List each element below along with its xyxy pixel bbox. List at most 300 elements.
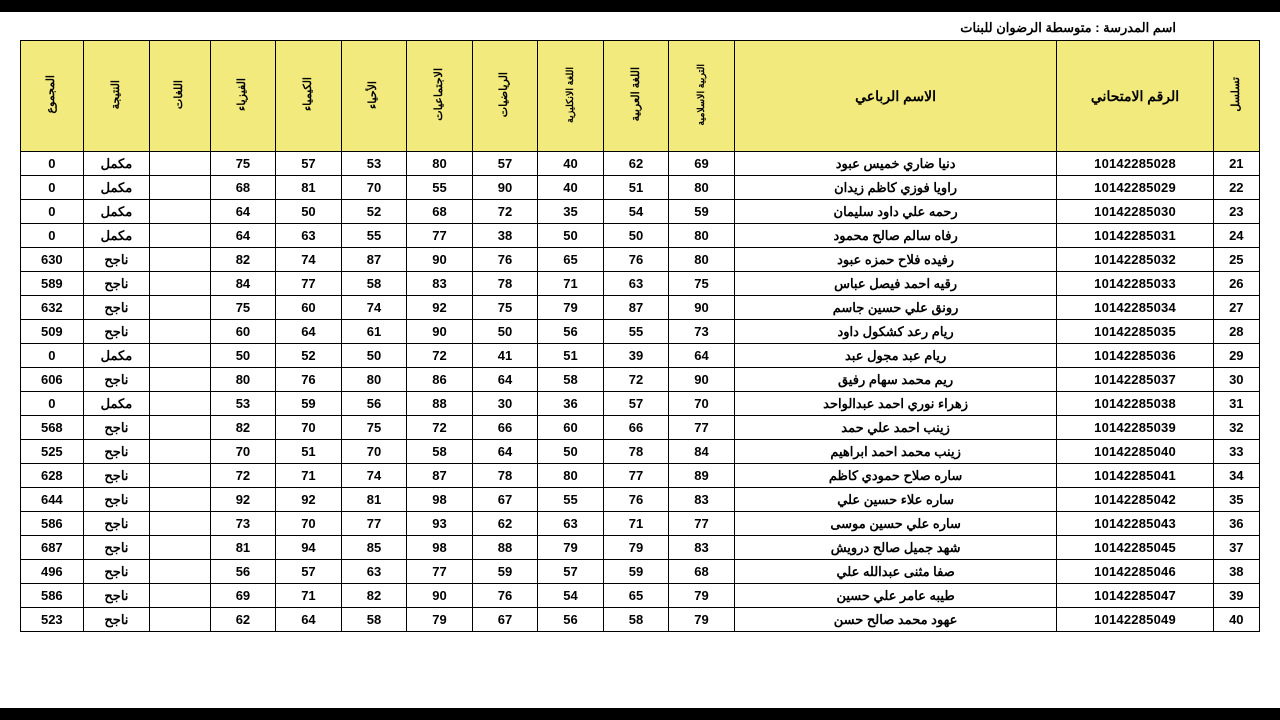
cell-physics: 72 bbox=[210, 464, 276, 488]
cell-languages bbox=[150, 512, 210, 536]
cell-languages bbox=[150, 440, 210, 464]
cell-science: 70 bbox=[341, 440, 407, 464]
cell-social: 83 bbox=[407, 272, 473, 296]
cell-exam_no: 10142285033 bbox=[1057, 272, 1213, 296]
cell-name: شهد جميل صالح درويش bbox=[734, 536, 1057, 560]
cell-physics: 80 bbox=[210, 368, 276, 392]
cell-social: 80 bbox=[407, 152, 473, 176]
col-header-name bbox=[734, 41, 1057, 152]
cell-languages bbox=[150, 584, 210, 608]
cell-total: 586 bbox=[21, 512, 84, 536]
cell-total: 0 bbox=[21, 152, 84, 176]
cell-islamic: 80 bbox=[669, 248, 735, 272]
cell-science: 53 bbox=[341, 152, 407, 176]
cell-math: 88 bbox=[472, 536, 538, 560]
cell-exam_no: 10142285043 bbox=[1057, 512, 1213, 536]
cell-english: 55 bbox=[538, 488, 604, 512]
cell-seq: 31 bbox=[1213, 392, 1259, 416]
cell-social: 77 bbox=[407, 560, 473, 584]
cell-name: رفيده فلاح حمزه عبود bbox=[734, 248, 1057, 272]
cell-islamic: 83 bbox=[669, 536, 735, 560]
cell-result: ناجح bbox=[83, 536, 150, 560]
cell-result: ناجح bbox=[83, 416, 150, 440]
header-row bbox=[21, 41, 1260, 152]
cell-math: 64 bbox=[472, 368, 538, 392]
cell-name: ريم محمد سهام رفيق bbox=[734, 368, 1057, 392]
cell-result: ناجح bbox=[83, 584, 150, 608]
cell-seq: 37 bbox=[1213, 536, 1259, 560]
cell-english: 63 bbox=[538, 512, 604, 536]
cell-languages bbox=[150, 344, 210, 368]
table-row bbox=[21, 176, 1260, 200]
cell-languages bbox=[150, 560, 210, 584]
col-header-seq-label: تسلسل bbox=[1229, 77, 1242, 112]
cell-math: 38 bbox=[472, 224, 538, 248]
cell-exam_no: 10142285039 bbox=[1057, 416, 1213, 440]
cell-english: 40 bbox=[538, 176, 604, 200]
table-row bbox=[21, 536, 1260, 560]
cell-arabic: 51 bbox=[603, 176, 669, 200]
cell-english: 60 bbox=[538, 416, 604, 440]
cell-exam_no: 10142285037 bbox=[1057, 368, 1213, 392]
cell-result: ناجح bbox=[83, 440, 150, 464]
col-header-math bbox=[472, 41, 538, 152]
col-header-arabic bbox=[603, 41, 669, 152]
col-header-math-label: الرياضيات bbox=[498, 71, 511, 118]
cell-english: 51 bbox=[538, 344, 604, 368]
table-row bbox=[21, 152, 1260, 176]
cell-result: ناجح bbox=[83, 512, 150, 536]
cell-result: ناجح bbox=[83, 608, 150, 632]
grades-table bbox=[20, 40, 1260, 632]
cell-social: 93 bbox=[407, 512, 473, 536]
cell-result: مكمل bbox=[83, 200, 150, 224]
cell-chemistry: 71 bbox=[276, 464, 342, 488]
cell-name: ريام عبد مجول عبد bbox=[734, 344, 1057, 368]
cell-social: 90 bbox=[407, 584, 473, 608]
col-header-name-label: الاسم الرباعي bbox=[855, 87, 937, 104]
cell-result: مكمل bbox=[83, 176, 150, 200]
cell-physics: 70 bbox=[210, 440, 276, 464]
cell-languages bbox=[150, 152, 210, 176]
cell-english: 56 bbox=[538, 608, 604, 632]
col-header-social bbox=[407, 41, 473, 152]
cell-result: ناجح bbox=[83, 248, 150, 272]
cell-arabic: 55 bbox=[603, 320, 669, 344]
cell-science: 74 bbox=[341, 464, 407, 488]
cell-result: ناجح bbox=[83, 368, 150, 392]
col-header-physics bbox=[210, 41, 276, 152]
cell-seq: 30 bbox=[1213, 368, 1259, 392]
cell-chemistry: 70 bbox=[276, 416, 342, 440]
cell-social: 55 bbox=[407, 176, 473, 200]
cell-islamic: 83 bbox=[669, 488, 735, 512]
table-row bbox=[21, 344, 1260, 368]
col-header-total bbox=[21, 41, 84, 152]
cell-exam_no: 10142285030 bbox=[1057, 200, 1213, 224]
cell-islamic: 90 bbox=[669, 368, 735, 392]
cell-english: 79 bbox=[538, 296, 604, 320]
cell-name: زينب احمد علي حمد bbox=[734, 416, 1057, 440]
cell-chemistry: 81 bbox=[276, 176, 342, 200]
cell-arabic: 76 bbox=[603, 488, 669, 512]
cell-total: 0 bbox=[21, 224, 84, 248]
grades-table-head bbox=[21, 41, 1260, 152]
cell-physics: 84 bbox=[210, 272, 276, 296]
cell-english: 80 bbox=[538, 464, 604, 488]
cell-arabic: 58 bbox=[603, 608, 669, 632]
cell-chemistry: 77 bbox=[276, 272, 342, 296]
cell-seq: 33 bbox=[1213, 440, 1259, 464]
cell-exam_no: 10142285049 bbox=[1057, 608, 1213, 632]
col-header-chemistry bbox=[276, 41, 342, 152]
cell-science: 85 bbox=[341, 536, 407, 560]
cell-chemistry: 57 bbox=[276, 560, 342, 584]
cell-total: 0 bbox=[21, 392, 84, 416]
cell-total: 632 bbox=[21, 296, 84, 320]
cell-arabic: 77 bbox=[603, 464, 669, 488]
cell-islamic: 64 bbox=[669, 344, 735, 368]
cell-exam_no: 10142285047 bbox=[1057, 584, 1213, 608]
cell-islamic: 79 bbox=[669, 584, 735, 608]
cell-islamic: 69 bbox=[669, 152, 735, 176]
cell-science: 82 bbox=[341, 584, 407, 608]
cell-physics: 82 bbox=[210, 416, 276, 440]
cell-math: 30 bbox=[472, 392, 538, 416]
cell-science: 61 bbox=[341, 320, 407, 344]
cell-chemistry: 59 bbox=[276, 392, 342, 416]
cell-chemistry: 76 bbox=[276, 368, 342, 392]
cell-social: 58 bbox=[407, 440, 473, 464]
cell-total: 568 bbox=[21, 416, 84, 440]
cell-chemistry: 63 bbox=[276, 224, 342, 248]
cell-total: 0 bbox=[21, 176, 84, 200]
cell-languages bbox=[150, 320, 210, 344]
col-header-science bbox=[341, 41, 407, 152]
cell-exam_no: 10142285041 bbox=[1057, 464, 1213, 488]
cell-name: عهود محمد صالح حسن bbox=[734, 608, 1057, 632]
cell-arabic: 57 bbox=[603, 392, 669, 416]
cell-seq: 38 bbox=[1213, 560, 1259, 584]
cell-languages bbox=[150, 296, 210, 320]
table-row bbox=[21, 488, 1260, 512]
col-header-seq bbox=[1213, 41, 1259, 152]
cell-social: 87 bbox=[407, 464, 473, 488]
cell-exam_no: 10142285036 bbox=[1057, 344, 1213, 368]
cell-islamic: 80 bbox=[669, 224, 735, 248]
cell-math: 76 bbox=[472, 248, 538, 272]
cell-total: 644 bbox=[21, 488, 84, 512]
table-row bbox=[21, 296, 1260, 320]
cell-science: 58 bbox=[341, 272, 407, 296]
cell-total: 586 bbox=[21, 584, 84, 608]
col-header-english bbox=[538, 41, 604, 152]
cell-seq: 25 bbox=[1213, 248, 1259, 272]
cell-exam_no: 10142285040 bbox=[1057, 440, 1213, 464]
table-row bbox=[21, 416, 1260, 440]
cell-islamic: 77 bbox=[669, 512, 735, 536]
cell-exam_no: 10142285032 bbox=[1057, 248, 1213, 272]
col-header-exam-no bbox=[1057, 41, 1213, 152]
cell-science: 58 bbox=[341, 608, 407, 632]
cell-english: 79 bbox=[538, 536, 604, 560]
cell-total: 606 bbox=[21, 368, 84, 392]
cell-name: ريام رعد كشكول داود bbox=[734, 320, 1057, 344]
cell-seq: 32 bbox=[1213, 416, 1259, 440]
col-header-physics-label: الفيزياء bbox=[236, 78, 249, 111]
col-header-chemistry-label: الكيمياء bbox=[301, 77, 314, 112]
cell-name: رحمه علي داود سليمان bbox=[734, 200, 1057, 224]
cell-islamic: 75 bbox=[669, 272, 735, 296]
cell-social: 72 bbox=[407, 416, 473, 440]
cell-total: 0 bbox=[21, 344, 84, 368]
cell-exam_no: 10142285038 bbox=[1057, 392, 1213, 416]
cell-english: 58 bbox=[538, 368, 604, 392]
cell-math: 57 bbox=[472, 152, 538, 176]
table-row bbox=[21, 272, 1260, 296]
cell-languages bbox=[150, 224, 210, 248]
cell-science: 50 bbox=[341, 344, 407, 368]
cell-social: 88 bbox=[407, 392, 473, 416]
col-header-english-label: اللغة الانكليزية bbox=[564, 66, 576, 123]
table-row bbox=[21, 224, 1260, 248]
cell-math: 78 bbox=[472, 464, 538, 488]
cell-chemistry: 71 bbox=[276, 584, 342, 608]
cell-physics: 75 bbox=[210, 152, 276, 176]
cell-seq: 40 bbox=[1213, 608, 1259, 632]
cell-social: 90 bbox=[407, 248, 473, 272]
table-row bbox=[21, 392, 1260, 416]
cell-seq: 22 bbox=[1213, 176, 1259, 200]
col-header-total-label: المجموع bbox=[45, 75, 58, 114]
cell-name: ساره علاء حسين علي bbox=[734, 488, 1057, 512]
cell-total: 496 bbox=[21, 560, 84, 584]
cell-islamic: 68 bbox=[669, 560, 735, 584]
cell-chemistry: 52 bbox=[276, 344, 342, 368]
cell-arabic: 76 bbox=[603, 248, 669, 272]
cell-social: 72 bbox=[407, 344, 473, 368]
cell-exam_no: 10142285045 bbox=[1057, 536, 1213, 560]
cell-english: 50 bbox=[538, 440, 604, 464]
cell-name: رقيه احمد فيصل عباس bbox=[734, 272, 1057, 296]
cell-arabic: 39 bbox=[603, 344, 669, 368]
cell-seq: 29 bbox=[1213, 344, 1259, 368]
cell-name: زهراء نوري احمد عبدالواحد bbox=[734, 392, 1057, 416]
col-header-islamic-label: التربية الاسلامية bbox=[695, 63, 707, 126]
cell-chemistry: 74 bbox=[276, 248, 342, 272]
table-row bbox=[21, 512, 1260, 536]
cell-chemistry: 50 bbox=[276, 200, 342, 224]
cell-chemistry: 64 bbox=[276, 320, 342, 344]
cell-name: رونق علي حسين جاسم bbox=[734, 296, 1057, 320]
cell-exam_no: 10142285046 bbox=[1057, 560, 1213, 584]
cell-languages bbox=[150, 416, 210, 440]
cell-chemistry: 70 bbox=[276, 512, 342, 536]
cell-islamic: 80 bbox=[669, 176, 735, 200]
table-row bbox=[21, 608, 1260, 632]
cell-islamic: 84 bbox=[669, 440, 735, 464]
cell-exam_no: 10142285028 bbox=[1057, 152, 1213, 176]
cell-chemistry: 94 bbox=[276, 536, 342, 560]
cell-islamic: 89 bbox=[669, 464, 735, 488]
cell-math: 75 bbox=[472, 296, 538, 320]
cell-math: 76 bbox=[472, 584, 538, 608]
cell-seq: 24 bbox=[1213, 224, 1259, 248]
cell-result: مكمل bbox=[83, 344, 150, 368]
cell-total: 525 bbox=[21, 440, 84, 464]
grades-table-container bbox=[0, 40, 1280, 632]
cell-science: 77 bbox=[341, 512, 407, 536]
cell-math: 72 bbox=[472, 200, 538, 224]
cell-exam_no: 10142285029 bbox=[1057, 176, 1213, 200]
cell-islamic: 73 bbox=[669, 320, 735, 344]
cell-chemistry: 92 bbox=[276, 488, 342, 512]
cell-result: مكمل bbox=[83, 152, 150, 176]
cell-languages bbox=[150, 464, 210, 488]
cell-languages bbox=[150, 608, 210, 632]
cell-english: 57 bbox=[538, 560, 604, 584]
cell-result: ناجح bbox=[83, 272, 150, 296]
cell-seq: 23 bbox=[1213, 200, 1259, 224]
cell-physics: 53 bbox=[210, 392, 276, 416]
table-row bbox=[21, 200, 1260, 224]
cell-name: ساره علي حسين موسى bbox=[734, 512, 1057, 536]
cell-math: 66 bbox=[472, 416, 538, 440]
cell-languages bbox=[150, 248, 210, 272]
cell-seq: 27 bbox=[1213, 296, 1259, 320]
table-row bbox=[21, 368, 1260, 392]
cell-name: راويا فوزي كاظم زيدان bbox=[734, 176, 1057, 200]
cell-arabic: 59 bbox=[603, 560, 669, 584]
col-header-arabic-label: اللغة العربية bbox=[629, 67, 642, 122]
cell-name: رفاه سالم صالح محمود bbox=[734, 224, 1057, 248]
cell-languages bbox=[150, 368, 210, 392]
cell-social: 98 bbox=[407, 488, 473, 512]
cell-languages bbox=[150, 536, 210, 560]
cell-total: 630 bbox=[21, 248, 84, 272]
cell-social: 92 bbox=[407, 296, 473, 320]
cell-islamic: 77 bbox=[669, 416, 735, 440]
cell-arabic: 87 bbox=[603, 296, 669, 320]
cell-science: 52 bbox=[341, 200, 407, 224]
cell-seq: 39 bbox=[1213, 584, 1259, 608]
cell-result: ناجح bbox=[83, 488, 150, 512]
cell-chemistry: 60 bbox=[276, 296, 342, 320]
col-header-languages bbox=[150, 41, 210, 152]
cell-result: ناجح bbox=[83, 296, 150, 320]
cell-english: 65 bbox=[538, 248, 604, 272]
grades-table-body bbox=[21, 152, 1260, 632]
cell-islamic: 59 bbox=[669, 200, 735, 224]
cell-seq: 26 bbox=[1213, 272, 1259, 296]
cell-social: 68 bbox=[407, 200, 473, 224]
cell-english: 50 bbox=[538, 224, 604, 248]
cell-seq: 34 bbox=[1213, 464, 1259, 488]
cell-result: مكمل bbox=[83, 392, 150, 416]
col-header-exam-no-label: الرقم الامتحاني bbox=[1090, 87, 1180, 104]
cell-science: 75 bbox=[341, 416, 407, 440]
cell-exam_no: 10142285035 bbox=[1057, 320, 1213, 344]
cell-exam_no: 10142285034 bbox=[1057, 296, 1213, 320]
cell-name: ساره صلاح حمودي كاظم bbox=[734, 464, 1057, 488]
cell-arabic: 66 bbox=[603, 416, 669, 440]
cell-science: 80 bbox=[341, 368, 407, 392]
cell-social: 77 bbox=[407, 224, 473, 248]
col-header-languages-label: اللغات bbox=[173, 79, 186, 110]
cell-physics: 64 bbox=[210, 200, 276, 224]
table-row bbox=[21, 464, 1260, 488]
cell-total: 509 bbox=[21, 320, 84, 344]
cell-arabic: 63 bbox=[603, 272, 669, 296]
cell-math: 90 bbox=[472, 176, 538, 200]
cell-science: 81 bbox=[341, 488, 407, 512]
cell-seq: 36 bbox=[1213, 512, 1259, 536]
cell-seq: 35 bbox=[1213, 488, 1259, 512]
cell-science: 87 bbox=[341, 248, 407, 272]
cell-result: ناجح bbox=[83, 560, 150, 584]
cell-name: صفا مثنى عبدالله علي bbox=[734, 560, 1057, 584]
cell-total: 687 bbox=[21, 536, 84, 560]
cell-social: 90 bbox=[407, 320, 473, 344]
cell-languages bbox=[150, 488, 210, 512]
cell-arabic: 72 bbox=[603, 368, 669, 392]
cell-arabic: 65 bbox=[603, 584, 669, 608]
cell-physics: 92 bbox=[210, 488, 276, 512]
cell-physics: 60 bbox=[210, 320, 276, 344]
cell-science: 70 bbox=[341, 176, 407, 200]
col-header-result bbox=[83, 41, 150, 152]
cell-math: 59 bbox=[472, 560, 538, 584]
cell-languages bbox=[150, 272, 210, 296]
cell-languages bbox=[150, 200, 210, 224]
cell-islamic: 79 bbox=[669, 608, 735, 632]
cell-arabic: 79 bbox=[603, 536, 669, 560]
cell-english: 40 bbox=[538, 152, 604, 176]
cell-physics: 64 bbox=[210, 224, 276, 248]
cell-total: 589 bbox=[21, 272, 84, 296]
table-row bbox=[21, 440, 1260, 464]
cell-physics: 73 bbox=[210, 512, 276, 536]
cell-math: 64 bbox=[472, 440, 538, 464]
cell-physics: 82 bbox=[210, 248, 276, 272]
cell-science: 74 bbox=[341, 296, 407, 320]
cell-math: 50 bbox=[472, 320, 538, 344]
cell-physics: 68 bbox=[210, 176, 276, 200]
cell-total: 0 bbox=[21, 200, 84, 224]
table-row bbox=[21, 248, 1260, 272]
cell-math: 78 bbox=[472, 272, 538, 296]
col-header-science-label: الأحياء bbox=[367, 80, 380, 109]
cell-result: ناجح bbox=[83, 464, 150, 488]
cell-math: 67 bbox=[472, 488, 538, 512]
table-row bbox=[21, 560, 1260, 584]
cell-languages bbox=[150, 176, 210, 200]
col-header-islamic bbox=[669, 41, 735, 152]
cell-seq: 28 bbox=[1213, 320, 1259, 344]
cell-physics: 69 bbox=[210, 584, 276, 608]
cell-chemistry: 51 bbox=[276, 440, 342, 464]
cell-islamic: 70 bbox=[669, 392, 735, 416]
table-row bbox=[21, 320, 1260, 344]
cell-math: 41 bbox=[472, 344, 538, 368]
col-header-result-label: النتيجة bbox=[109, 79, 122, 110]
cell-social: 79 bbox=[407, 608, 473, 632]
cell-physics: 75 bbox=[210, 296, 276, 320]
cell-physics: 81 bbox=[210, 536, 276, 560]
cell-math: 67 bbox=[472, 608, 538, 632]
cell-arabic: 62 bbox=[603, 152, 669, 176]
cell-result: ناجح bbox=[83, 320, 150, 344]
